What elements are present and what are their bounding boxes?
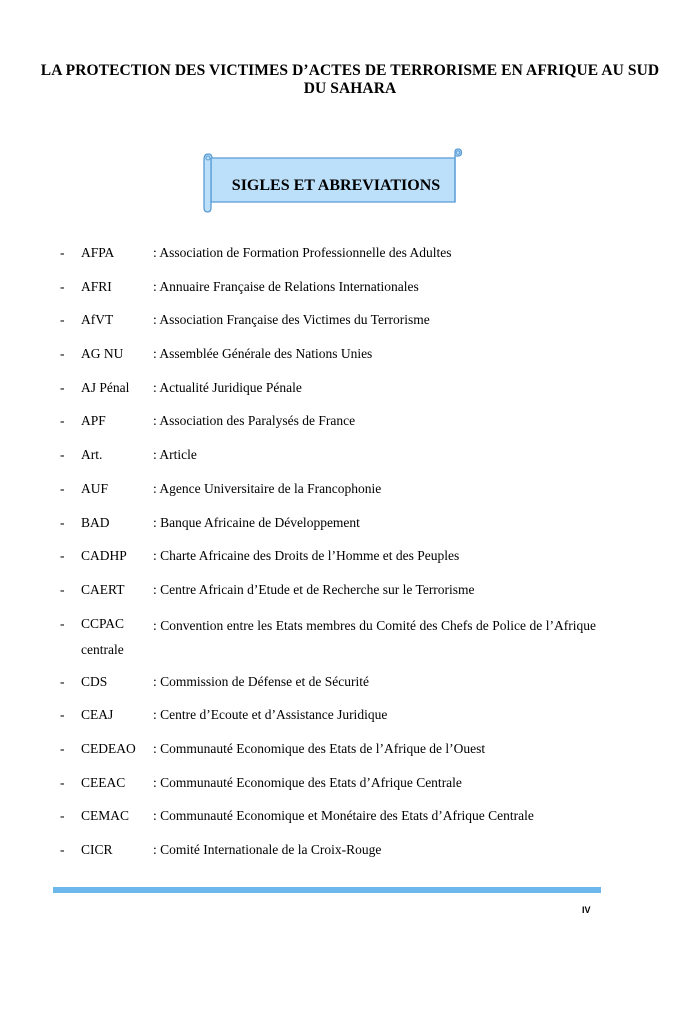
list-dash: - <box>60 707 65 723</box>
list-item <box>60 546 596 580</box>
acronym: CEDEAO <box>81 740 136 756</box>
section-heading: SIGLES ET ABREVIATIONS <box>231 177 441 194</box>
definition: : Association Française des Victimes du Terrorisme <box>153 312 430 328</box>
list-dash: - <box>60 346 65 362</box>
definition: : Communauté Economique des Etats d’Afrique Centrale <box>153 774 462 790</box>
acronym: CEMAC <box>81 808 130 824</box>
list-dash: - <box>60 312 65 328</box>
acronym: AfVT <box>81 312 114 328</box>
list-dash: - <box>60 615 65 631</box>
list-dash: - <box>60 278 65 294</box>
definition: : Communauté Economique et Monétaire des Etats d’Afrique Centrale <box>153 808 534 824</box>
list-dash: - <box>60 581 65 597</box>
definition: : Communauté Economique des Etats de l’Afrique de l’Ouest <box>153 740 486 756</box>
list-dash: - <box>60 514 65 530</box>
list-dash: - <box>60 413 65 429</box>
list-item <box>60 445 596 479</box>
acronym: AJ Pénal <box>81 379 130 395</box>
list-item <box>60 277 596 311</box>
definition: : Commission de Défense et de Sécurité <box>153 673 369 689</box>
definition: : Centre Africain d’Etude et de Recherche sur le Terrorisme <box>153 581 475 597</box>
acronym: AUF <box>81 480 109 496</box>
definition: : Annuaire Française de Relations Internationales <box>153 278 419 294</box>
definition: : Charte Africaine des Droits de l’Homme et des Peuples <box>153 548 460 564</box>
page-title: LA PROTECTION DES VICTIMES D’ACTES DE TERRORISME EN AFRIQUE AU SUD DU SAHARA <box>40 62 660 97</box>
list-dash: - <box>60 447 65 463</box>
acronym: AFRI <box>81 278 112 294</box>
definition: : Centre d’Ecoute et d’Assistance Juridique <box>153 707 388 723</box>
definition: : Agence Universitaire de la Francophonie <box>153 480 382 496</box>
list-item <box>60 672 596 706</box>
abbreviation-list <box>60 243 596 874</box>
definition: : Actualité Juridique Pénale <box>153 379 302 395</box>
definition: : Banque Africaine de Développement <box>153 514 360 530</box>
list-dash: - <box>60 379 65 395</box>
list-item <box>60 411 596 445</box>
list-item <box>60 513 596 547</box>
list-item <box>60 739 596 773</box>
definition: : Association de Formation Professionnelle des Adultes <box>153 245 452 260</box>
definition: : Association des Paralysés de France <box>153 413 356 429</box>
acronym: CDS <box>81 673 108 689</box>
acronym: AG NU <box>81 346 124 362</box>
list-item <box>60 310 596 344</box>
list-item <box>60 773 596 807</box>
list-item <box>60 840 596 874</box>
section-banner <box>203 148 463 214</box>
list-dash: - <box>60 245 65 260</box>
list-dash: - <box>60 548 65 564</box>
list-item <box>60 614 596 672</box>
footer-rule <box>53 887 601 893</box>
definition: : Comité Internationale de la Croix-Rouge <box>153 842 382 857</box>
acronym: AFPA <box>81 245 115 260</box>
list-item <box>60 705 596 739</box>
definition: : Convention entre les Etats membres du Comité des Chefs de Police de l’Afrique centrale <box>81 617 596 657</box>
list-dash: - <box>60 808 65 824</box>
acronym: BAD <box>81 514 110 530</box>
acronym: CCPAC <box>81 615 125 631</box>
acronym: CICR <box>81 842 113 857</box>
acronym: CAERT <box>81 581 125 597</box>
list-dash: - <box>60 673 65 689</box>
list-item <box>60 580 596 614</box>
list-item <box>60 479 596 513</box>
definition: : Assemblée Générale des Nations Unies <box>153 346 373 362</box>
list-item <box>60 378 596 412</box>
list-item <box>60 243 596 277</box>
page-number: IV <box>582 905 591 915</box>
acronym: Art. <box>81 447 103 463</box>
list-item <box>60 806 596 840</box>
list-dash: - <box>60 842 65 857</box>
acronym: CADHP <box>81 548 127 564</box>
acronym: CEEAC <box>81 774 126 790</box>
list-dash: - <box>60 480 65 496</box>
list-dash: - <box>60 774 65 790</box>
list-dash: - <box>60 740 65 756</box>
definition: : Article <box>153 447 197 463</box>
acronym: CEAJ <box>81 707 114 723</box>
acronym: APF <box>81 413 106 429</box>
list-item <box>60 344 596 378</box>
